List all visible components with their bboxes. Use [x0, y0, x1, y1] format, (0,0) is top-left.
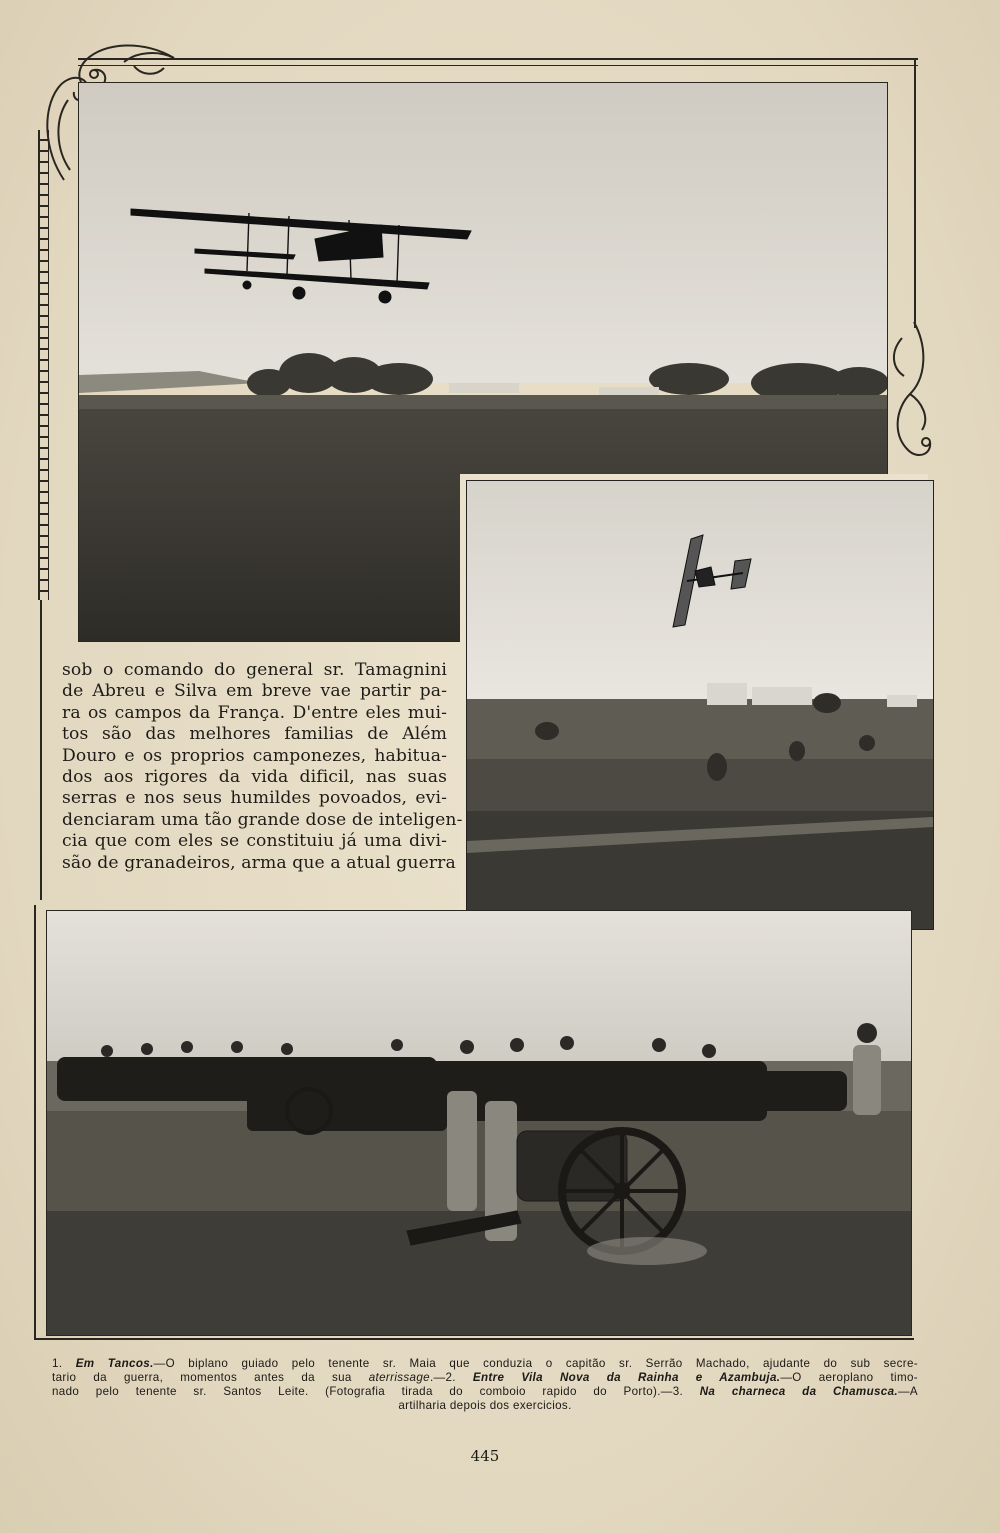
caption-text: nado pelo tenente sr. Santos Leite. (Fotografia tirada do comboio rapido do Porto).—3. — [52, 1385, 700, 1398]
article-line: denciaram uma tão grande dose de inteligen- — [62, 809, 463, 830]
caption-number: 1. — [52, 1357, 76, 1370]
caption-text: —O biplano guiado pelo tenente sr. Maia que conduzia o capitão sr. Serrão Machado, ajudante do sub secre- — [153, 1357, 918, 1370]
caption-line-1 — [52, 1357, 918, 1371]
article-line: sob o comando do general sr. Tamagnini — [62, 660, 447, 680]
article-line: são de granadeiros, arma que a atual guerra — [62, 852, 456, 873]
article-line: de Abreu e Silva em breve vae partir pa- — [62, 681, 447, 702]
caption-place-tancos: Em Tancos. — [75, 1357, 154, 1370]
photo-aeroplane-vila-nova — [466, 480, 934, 930]
caption-line-4: artilharia depois dos exercicios. — [398, 1399, 572, 1412]
caption-line-3 — [52, 1385, 918, 1399]
photo-artillery-chamusca — [46, 910, 912, 1336]
article-line: Douro e os proprios camponezes, habitua- — [62, 745, 447, 766]
article-line: dos aos rigores da vida dificil, nas suas — [62, 767, 447, 788]
article-line: tos são das melhores familias de Além — [62, 724, 447, 745]
photo-caption — [52, 1357, 918, 1413]
article-line: cia que com eles se constituiu já uma divi- — [62, 831, 447, 852]
article-text — [62, 660, 463, 874]
caption-place-chamusca: Na charneca da Chamusca. — [699, 1385, 898, 1398]
frame-border-right — [914, 58, 916, 328]
frame-border-bottom — [34, 1338, 914, 1340]
frame-border-top-inner — [78, 65, 918, 66]
caption-place-vila-nova: Entre Vila Nova da Rainha e Azambuja. — [472, 1371, 781, 1384]
article-line: ra os campos da França. D'entre eles mui- — [62, 702, 447, 723]
caption-text: .—2. — [429, 1371, 473, 1384]
frame-border-left-lower — [40, 600, 42, 900]
side-scroll-ornament — [882, 318, 942, 468]
caption-word-aterrissage: aterrissage — [368, 1371, 430, 1384]
article-line: serras e nos seus humildes povoados, evi- — [62, 788, 447, 809]
caption-text: —A — [897, 1385, 918, 1398]
frame-border-top — [78, 58, 918, 60]
frame-border-bottom-left — [34, 905, 36, 1338]
frame-border-left — [38, 130, 49, 600]
page-number: 445 — [470, 1447, 500, 1465]
caption-text: tario da guerra, momentos antes da sua — [52, 1371, 369, 1384]
caption-line-2 — [52, 1371, 918, 1385]
caption-text: —O aeroplano timo- — [780, 1371, 918, 1384]
